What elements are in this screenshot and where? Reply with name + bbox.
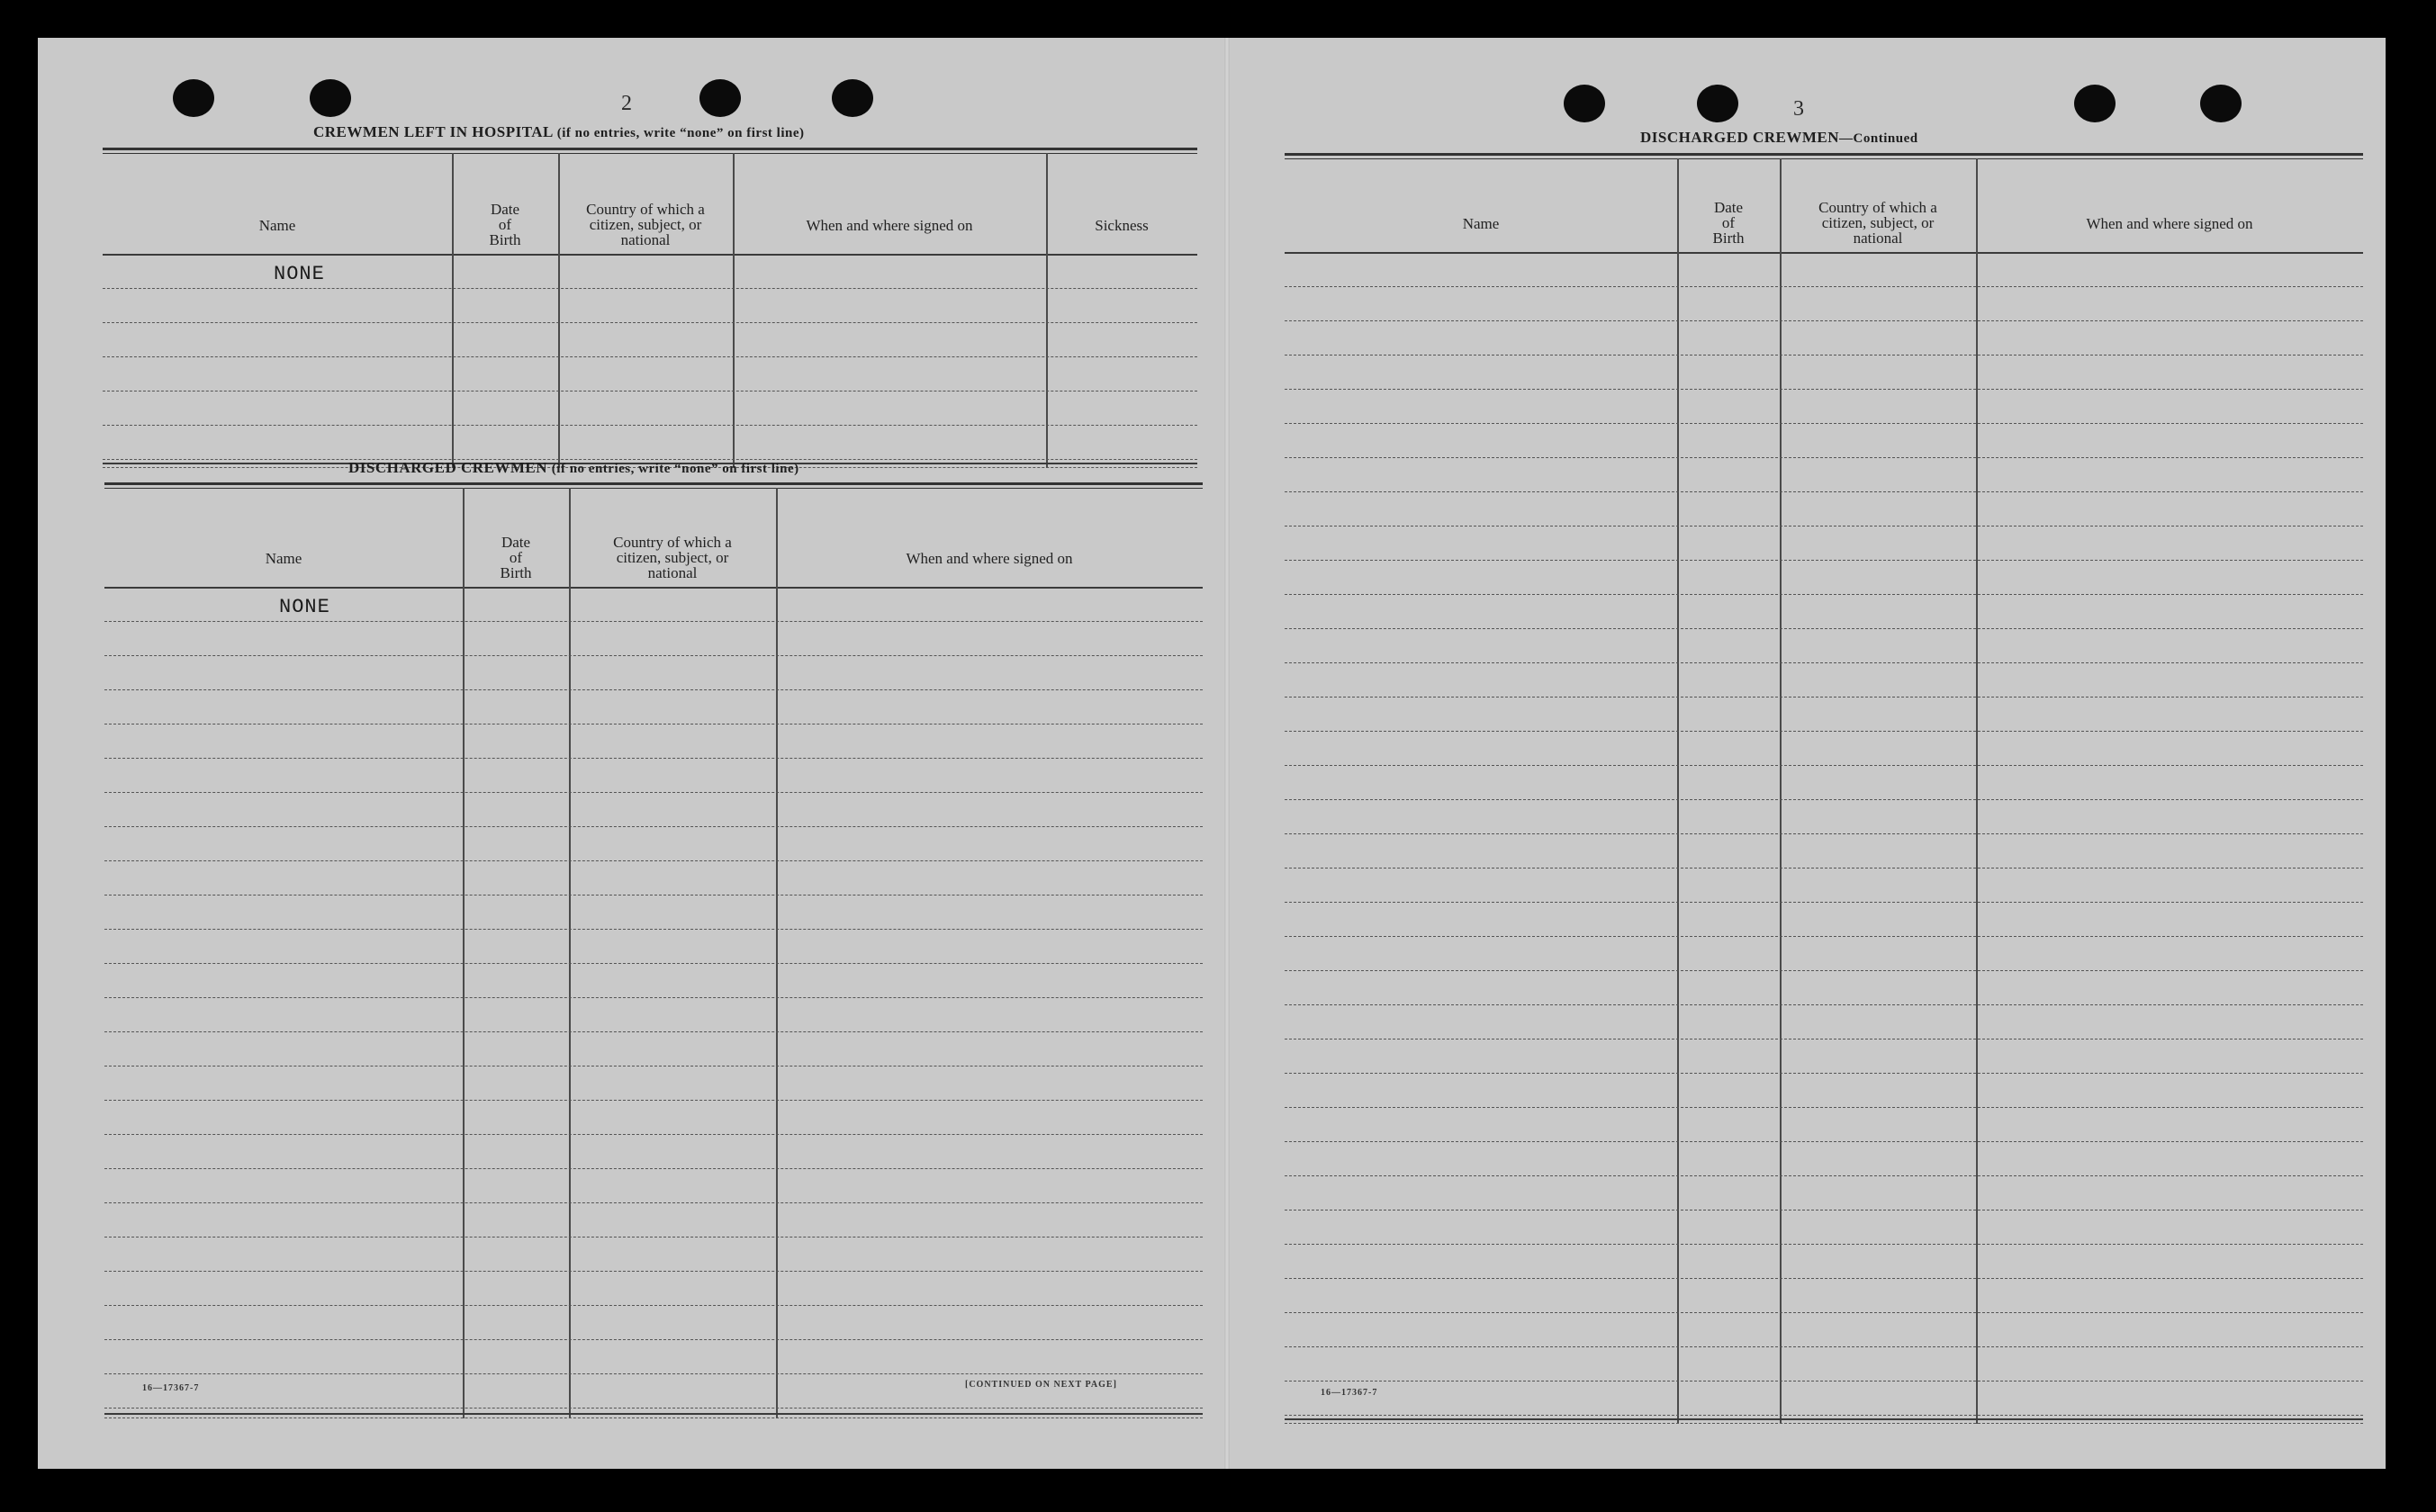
table-row <box>1285 355 2363 356</box>
table-row <box>1285 1381 2363 1382</box>
table-row <box>1285 1346 2363 1347</box>
column-header: Date of Birth <box>489 201 521 248</box>
continued-note: [CONTINUED ON NEXT PAGE] <box>965 1380 1117 1390</box>
table-row <box>1285 491 2363 492</box>
right-page <box>38 38 2386 1469</box>
column-header: When and where signed on <box>806 217 973 234</box>
table-row <box>1285 697 2363 698</box>
table-row <box>1285 799 2363 800</box>
bottom-rule <box>1285 1423 2363 1424</box>
table-row <box>1285 560 2363 561</box>
name-entry: NONE <box>274 263 325 285</box>
table-row <box>1285 1073 2363 1074</box>
column-divider <box>1976 158 1978 1424</box>
table-row <box>1285 594 2363 595</box>
column-header: Name <box>1462 215 1500 232</box>
table-row <box>1285 902 2363 903</box>
column-header: Country of which a citizen, subject, or national <box>613 534 732 581</box>
table-row <box>1285 1175 2363 1176</box>
table-row <box>1285 1278 2363 1279</box>
discharged-continued-title <box>1640 129 1918 147</box>
table-row <box>1285 1004 2363 1005</box>
column-header: When and where signed on <box>2086 215 2253 232</box>
section-subtitle-text: (if no entries, write “none” on first line) <box>551 462 799 476</box>
table-row <box>1285 320 2363 321</box>
section-title-text: CREWMEN LEFT IN HOSPITAL <box>313 123 553 140</box>
table-row <box>1285 970 2363 971</box>
table-row <box>1285 286 2363 287</box>
section-subtitle-text: (if no entries, write “none” on first line) <box>556 126 805 140</box>
table-row <box>1285 765 2363 766</box>
page-number: 3 <box>1793 97 1805 121</box>
discharged-table-right <box>1285 153 2363 1424</box>
table-row <box>1285 457 2363 458</box>
header-rule <box>1285 252 2363 254</box>
column-header: Name <box>265 550 302 567</box>
form-number: 16—17367-7 <box>142 1383 200 1393</box>
table-row <box>1285 1312 2363 1313</box>
column-header: Sickness <box>1095 217 1149 234</box>
name-entry: NONE <box>279 596 330 618</box>
column-header: Date of Birth <box>1712 199 1745 247</box>
column-header: Date of Birth <box>500 534 532 581</box>
document-sheet <box>38 38 2386 1469</box>
table-row <box>1285 628 2363 629</box>
section-title-text: DISCHARGED CREWMEN <box>1640 129 1840 146</box>
section-title-text: DISCHARGED CREWMEN <box>348 459 548 476</box>
table-row <box>1285 731 2363 732</box>
column-divider <box>1677 158 1679 1424</box>
table-row <box>1285 1415 2363 1416</box>
section-subtitle-text: —Continued <box>1839 131 1918 146</box>
column-divider <box>1780 158 1782 1424</box>
column-header: When and where signed on <box>906 550 1073 567</box>
table-row <box>1285 1244 2363 1245</box>
page-number: 2 <box>621 92 633 115</box>
table-row <box>1285 833 2363 834</box>
column-header: Country of which a citizen, subject, or national <box>1818 199 1937 247</box>
column-header: Name <box>258 217 296 234</box>
table-row <box>1285 1141 2363 1142</box>
table-row <box>1285 423 2363 424</box>
table-row <box>1285 389 2363 390</box>
form-number: 16—17367-7 <box>1321 1388 1378 1398</box>
column-header: Country of which a citizen, subject, or national <box>586 201 705 248</box>
table-row <box>1285 1107 2363 1108</box>
table-row <box>1285 662 2363 663</box>
bottom-rule <box>1285 1418 2363 1420</box>
table-row <box>1285 1039 2363 1040</box>
table-row <box>1285 936 2363 937</box>
